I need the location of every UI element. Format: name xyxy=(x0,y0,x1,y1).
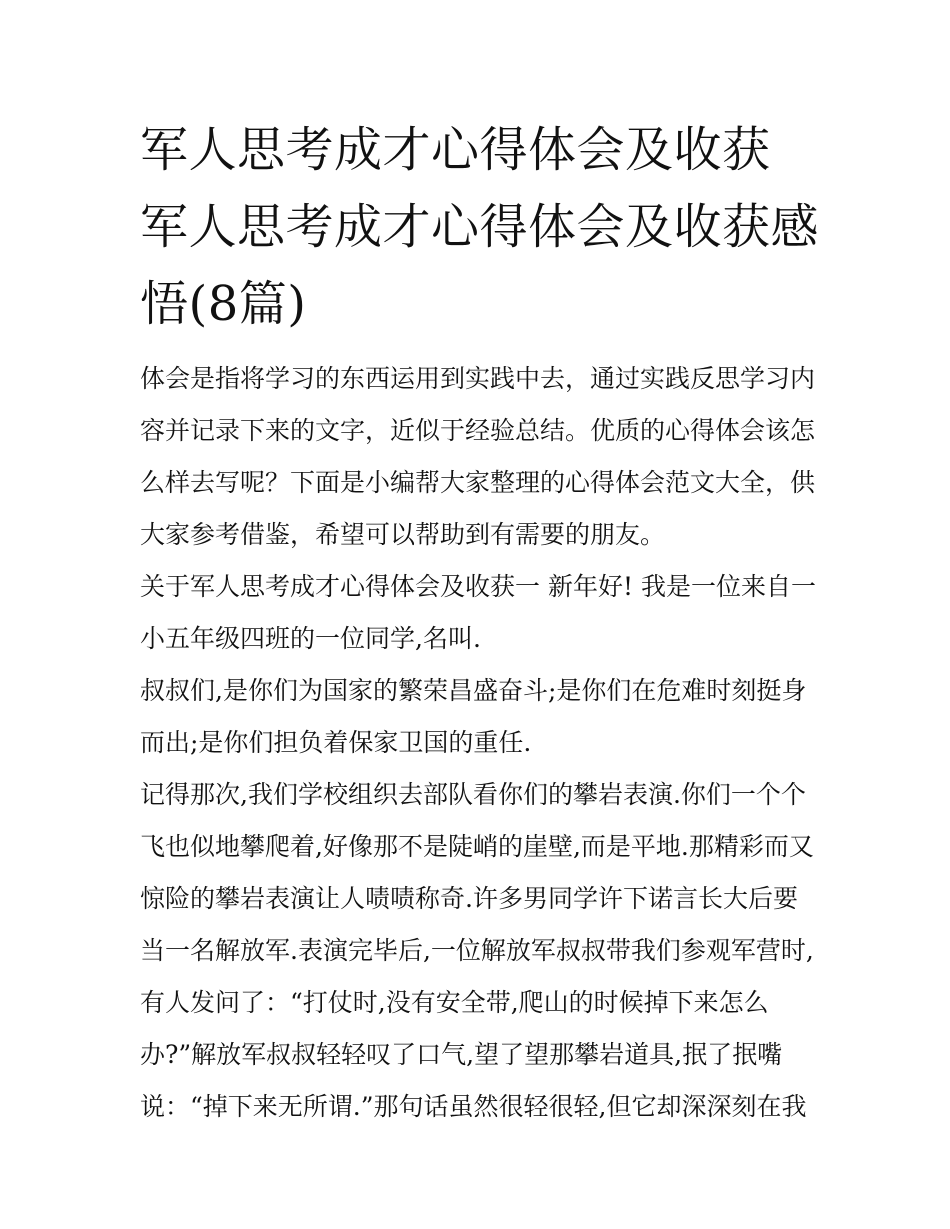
paragraph-tribute: 叔叔们,是你们为国家的繁荣昌盛奋斗;是你们在危难时刻挺身而出;是你们担负着保家卫国的重任. xyxy=(140,676,807,757)
paragraph-story: 记得那次,我们学校组织去部队看你们的攀岩表演.你们一个个飞也似地攀爬着,好像那不是陡峭的崖壁,而是平地.那精彩而又惊险的攀岩表演让人啧啧称奇.许多男同学许下诺言长大后要当一名解放军.表演完毕后,一位解放军叔叔带我们参观军营时,有人发问了：“打仗时,没有安全带,爬山的时候掉下来怎么办?”解放军叔叔轻轻叹了口气,望了望那攀岩道具,抿了抿嘴说：“掉下来无所谓.”那句话虽然很轻很轻,但它却深深刻在我 xyxy=(140,780,814,1121)
paragraph-intro: 体会是指将学习的东西运用到实践中去，通过实践反思学习内容并记录下来的文字，近似于经验总结。优质的心得体会该怎么样去写呢？下面是小编帮大家整理的心得体会范文大全，供大家参考借鉴，希望可以帮助到有需要的朋友。 xyxy=(140,364,816,549)
paragraph-greeting: 关于军人思考成才心得体会及收获一 新年好! 我是一位来自一小五年级四班的一位同学,名叫. xyxy=(140,572,816,653)
document-title: 军人思考成才心得体会及收获 军人思考成才心得体会及收获感悟(8篇) xyxy=(140,122,820,332)
document-body xyxy=(140,353,820,1133)
